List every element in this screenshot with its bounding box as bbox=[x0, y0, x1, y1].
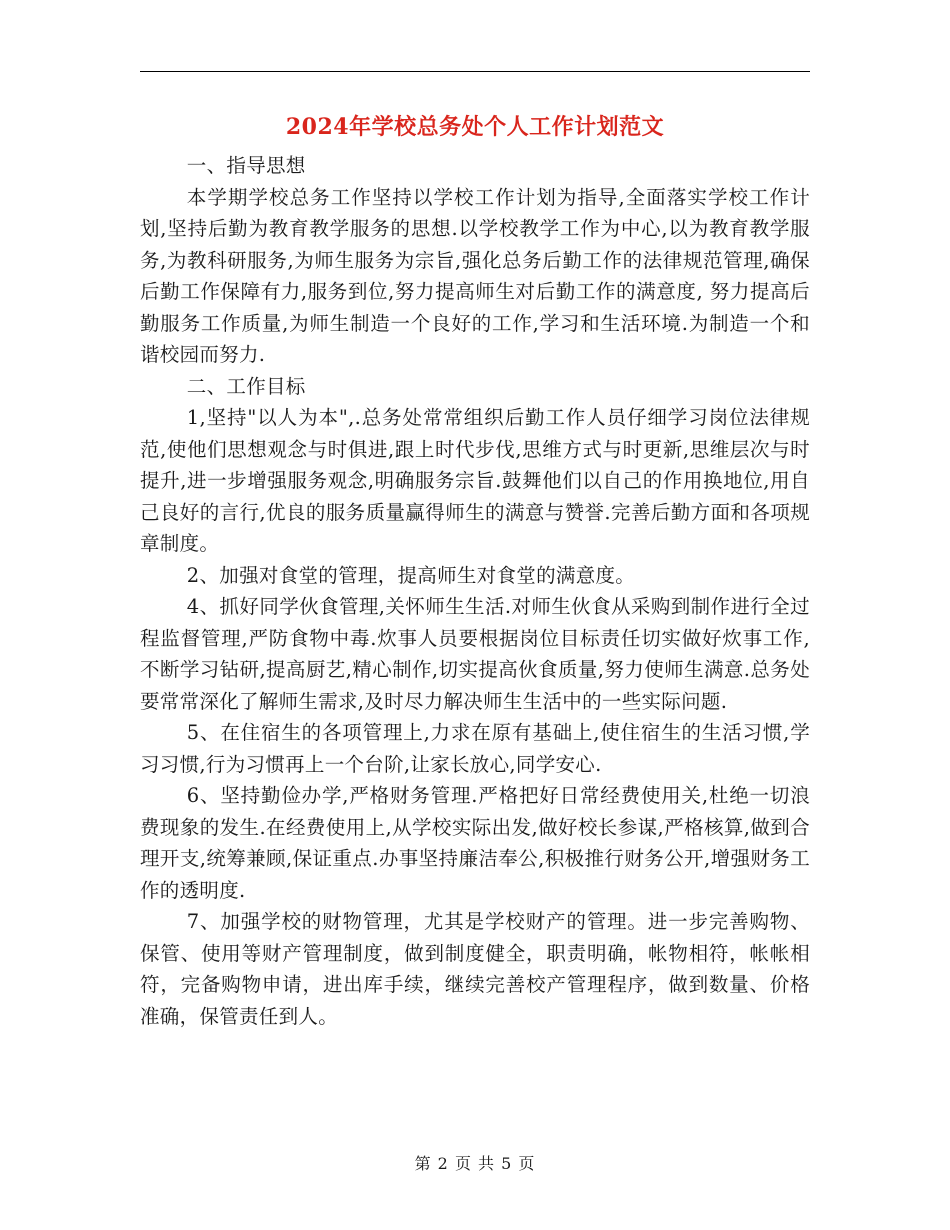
document-title: 2024年学校总务处个人工作计划范文 bbox=[285, 114, 665, 140]
paragraph-goal-4: 4、抓好同学伙食管理,关怀师生生活.对师生伙食从采购到制作进行全过程监督管理,严防食物中毒.炊事人员要根据岗位目标责任切实做好炊事工作,不断学习钻研,提高厨艺,精心制作,切实提高伙食质量,努力使师生满意.总务处要常常深化了解师生需求,及时尽力解决师生生活中的一些实际问题. bbox=[140, 595, 810, 713]
paragraph-goal-6: 6、坚持勤俭办学,严格财务管理.严格把好日常经费使用关,杜绝一切浪费现象的发生.在经费使用上,从学校实际出发,做好校长参谋,严格核算,做到合理开支,统筹兼顾,保证重点.办事坚持廉洁奉公,积极推行财务公开,增强财务工作的透明度. bbox=[140, 784, 810, 902]
document-body bbox=[140, 150, 810, 1032]
paragraph-guiding-thought: 本学期学校总务工作坚持以学校工作计划为指导,全面落实学校工作计划,坚持后勤为教育教学服务的思想.以学校教学工作为中心,以为教育教学服务,为教科研服务,为师生服务为宗旨,强化总务后勤工作的法律规范管理,确保后勤工作保障有力,服务到位,努力提高师生对后勤工作的满意度, 努力提高后勤服务工作质量,为师生制造一个良好的工作,学习和生活环境.为制造一个和谐校园而努力. bbox=[140, 185, 810, 366]
paragraph-goal-2: 2、加强对食堂的管理，提高师生对食堂的满意度。 bbox=[186, 563, 636, 587]
paragraph-goal-1: 1,坚持"以人为本",.总务处常常组织后勤工作人员仔细学习岗位法律规范,使他们思想观念与时俱进,跟上时代步伐,思维方式与时更新,思维层次与时提升,进一步增强服务观念,明确服务宗旨.鼓舞他们以自己的作用换地位,用自己良好的言行,优良的服务质量赢得师生的满意与赞誉.完善后勤方面和各项规章制度。 bbox=[140, 406, 810, 555]
section-heading-work-goals: 二、工作目标 bbox=[186, 374, 306, 398]
paragraph-goal-7: 7、加强学校的财物管理，尤其是学校财产的管理。进一步完善购物、保管、使用等财产管理制度，做到制度健全，职责明确，帐物相符，帐帐相符，完备购物申请，进出库手续，继续完善校产管理程序，做到数量、价格准确，保管责任到人。 bbox=[140, 910, 810, 1028]
section-heading-guiding-thought: 一、指导思想 bbox=[186, 154, 306, 177]
header-rule bbox=[140, 71, 810, 72]
page-number-footer: 第 2 页 共 5 页 bbox=[414, 1154, 536, 1173]
paragraph-goal-5: 5、在住宿生的各项管理上,力求在原有基础上,使住宿生的生活习惯,学习习惯,行为习惯再上一个台阶,让家长放心,同学安心. bbox=[140, 721, 810, 776]
